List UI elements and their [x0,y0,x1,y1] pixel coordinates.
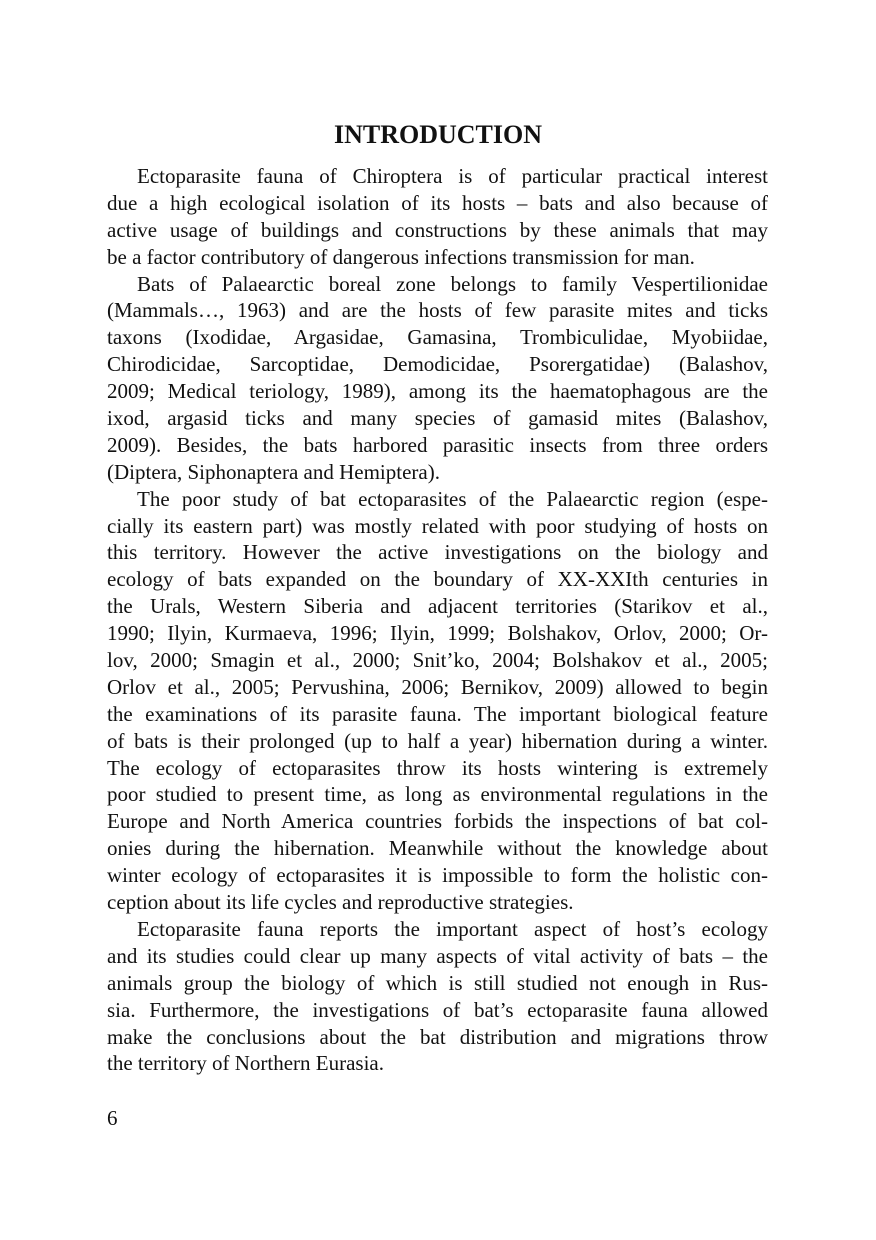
text-line: (Mammals…, 1963) and are the hosts of few parasite mites and ticks [107,298,768,323]
text-line: The poor study of bat ectoparasites of the Palaearctic region (espe- [137,486,768,511]
text-line: ixod, argasid ticks and many species of gamasid mites (Balashov, [107,406,768,431]
text-line: 2009). Besides, the bats harbored parasitic insects from three orders [107,432,768,457]
text-line: ception about its life cycles and reproductive strategies. [107,890,574,915]
text-line: the Urals, Western Siberia and adjacent territories (Starikov et al., [107,594,768,619]
paragraph [107,486,768,916]
text-line: Ectoparasite fauna reports the important aspect of host’s ecology [137,916,768,941]
text-line: taxons (Ixodidae, Argasidae, Gamasina, Trombiculidae, Myobiidae, [107,325,768,350]
text-line: ecology of bats expanded on the boundary of XX-XXIth centuries in [107,567,768,592]
text-line: 1990; Ilyin, Kurmaeva, 1996; Ilyin, 1999; Bolshakov, Orlov, 2000; Or- [107,621,768,646]
text-line: sia. Furthermore, the investigations of bat’s ectoparasite fauna allowed [107,997,768,1022]
text-line: make the conclusions about the bat distribution and migrations throw [107,1024,768,1049]
page-title: INTRODUCTION [333,120,543,149]
text-line: the territory of Northern Eurasia. [107,1051,384,1076]
text-line: Chirodicidae, Sarcoptidae, Demodicidae, Psorergatidae) (Balashov, [107,352,768,377]
text-line: this territory. However the active investigations on the biology and [107,540,768,565]
text-line: of bats is their prolonged (up to half a year) hibernation during a winter. [107,728,768,753]
paragraph [107,916,768,1077]
page-number: 6 [107,1106,118,1130]
text-line: animals group the biology of which is still studied not enough in Rus- [107,970,768,995]
text-line: Bats of Palaearctic boreal zone belongs to family Vespertilionidae [137,271,768,296]
text-line: and its studies could clear up many aspects of vital activity of bats – the [107,943,768,968]
text-line: winter ecology of ectoparasites it is impossible to form the holistic con- [107,863,768,888]
text-line: Ectoparasite fauna of Chiroptera is of particular practical interest [137,164,768,188]
text-line: active usage of buildings and constructions by these animals that may [107,217,768,242]
paragraph [107,163,768,271]
text-line: Europe and North America countries forbids the inspections of bat col- [107,809,768,834]
text-line: lov, 2000; Smagin et al., 2000; Snit’ko, 2004; Bolshakov et al., 2005; [107,648,768,673]
text-line: the examinations of its parasite fauna. The important biological feature [107,701,768,726]
text-line: cially its eastern part) was mostly related with poor studying of hosts on [107,513,768,538]
text-line: 2009; Medical teriology, 1989), among its the haematophagous are the [107,379,768,404]
text-line: (Diptera, Siphonaptera and Hemiptera). [107,459,440,484]
text-line: poor studied to present time, as long as environmental regulations in the [107,782,768,807]
text-line: Orlov et al., 2005; Pervushina, 2006; Bernikov, 2009) allowed to begin [107,674,768,699]
paragraph [107,271,768,486]
body-text [107,163,768,1077]
text-line: onies during the hibernation. Meanwhile without the knowledge about [107,836,768,861]
text-line: due a high ecological isolation of its hosts – bats and also because of [107,190,768,215]
text-line: be a factor contributory of dangerous infections transmission for man. [107,244,695,269]
text-line: The ecology of ectoparasites throw its hosts wintering is extremely [107,755,768,780]
